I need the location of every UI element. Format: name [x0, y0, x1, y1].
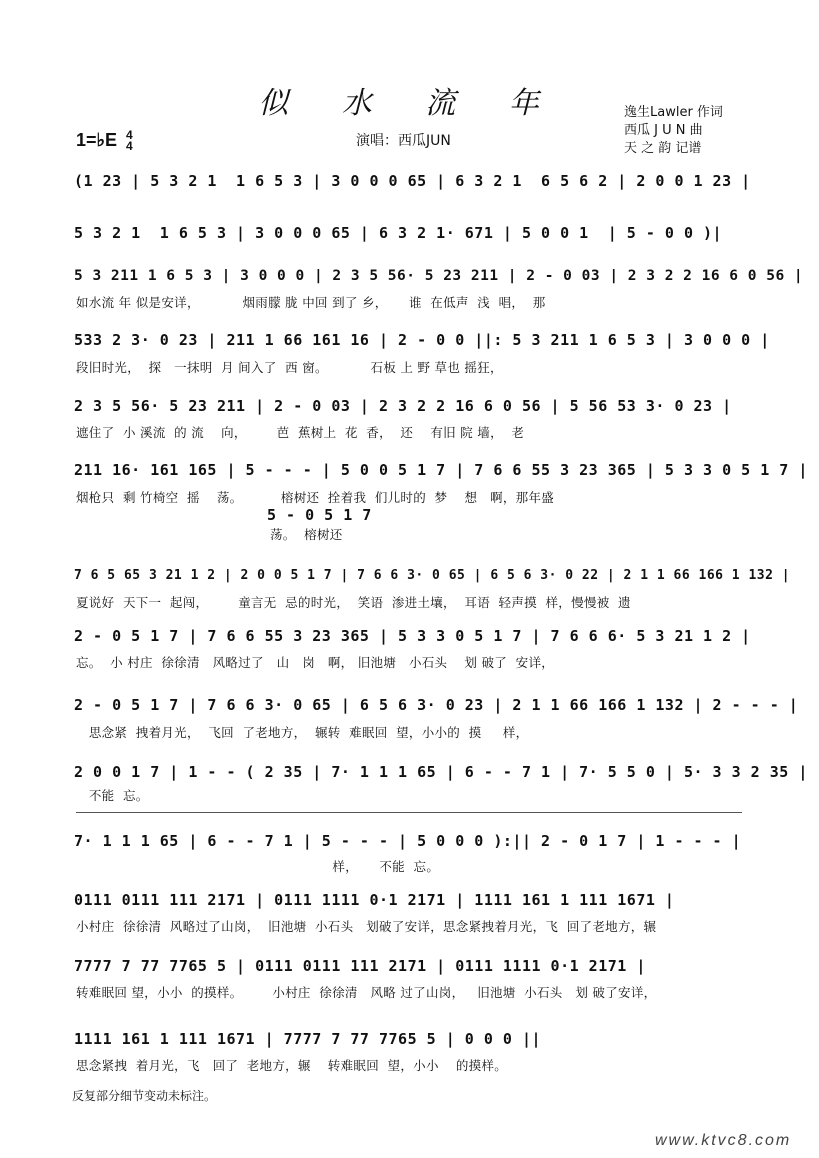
- site-watermark: www.ktvc8.com: [655, 1132, 792, 1149]
- score-line-12-lyric: 小村庄 徐徐清 风略过了山岗， 旧池塘 小石头 划破了安详，思念紧拽着月光，飞 回了老地方，辗: [76, 919, 657, 934]
- score-line-11-lyric: 样， 不能 忘。: [76, 859, 440, 874]
- score-line-7-lyric: 夏说好 天下一 起闯， 童言无 忌的时光， 笑语 渗进土壤， 耳语 轻声摸 样，慢慢被 遗: [76, 595, 631, 610]
- score-line-4-music: 533 2 3· 0 23 | 211 1 66 161 16 | 2 - 0 0 ||: 5 3 211 1 6 5 3 | 3 0 0 0 |: [74, 331, 770, 349]
- score-line-9-music: 2 - 0 5 1 7 | 7 6 6 3· 0 65 | 6 5 6 3· 0 23 | 2 1 1 66 166 1 132 | 2 - - - |: [74, 696, 799, 714]
- song-title: 似 水 流 年: [258, 86, 561, 121]
- score-line-9-lyric: 思念紧 拽着月光， 飞回 了老地方， 辗转 难眠回 望，小小的 摸 样，: [76, 725, 529, 740]
- score-line-3-music: 5 3 211 1 6 5 3 | 3 0 0 0 | 2 3 5 56· 5 23 211 | 2 - 0 03 | 2 3 2 2 16 6 0 56 |: [74, 268, 804, 284]
- score-line-3-lyric: 如水流 年 似是安详， 烟雨朦 胧 中回 到了 乡， 谁 在低声 浅 唱， 那: [76, 295, 546, 310]
- score-line-1-music: (1 23 | 5 3 2 1 1 6 5 3 | 3 0 0 0 65 | 6 3 2 1 6 5 6 2 | 2 0 0 1 23 |: [74, 172, 751, 190]
- score-line-5-lyric: 遮住了 小 溪流 的 流 向， 芭 蕉树上 花 香， 还 有旧 院 墙， 老: [76, 425, 525, 440]
- score-line-12-music: 0111 0111 111 2171 | 0111 1111 0·1 2171 | 1111 161 1 111 1671 |: [74, 891, 675, 909]
- credits-block: [624, 104, 723, 158]
- score-line-7-music: 7 6 5 65 3 21 1 2 | 2 0 0 5 1 7 | 7 6 6 3· 0 65 | 6 5 6 3· 0 22 | 2 1 1 66 166 1 132 |: [74, 568, 791, 583]
- repeat-bracket-line: [76, 812, 742, 813]
- key-signature: [76, 130, 133, 152]
- footnote: 反复部分细节变动未标注。: [72, 1089, 217, 1103]
- score-line-10-music: 2 0 0 1 7 | 1 - - ( 2 35 | 7· 1 1 1 65 | 6 - - 7 1 | 7· 5 5 0 | 5· 3 3 2 35 |: [74, 763, 808, 781]
- lyricist-credit: 逸生Lawler 作词: [624, 105, 723, 120]
- score-line-4-lyric: 段旧时光， 探 一抹明 月 间入了 西 窗。 石板 上 野 草也 摇狂，: [76, 360, 503, 375]
- key-label: 1=♭E: [76, 130, 118, 150]
- score-line-8-music: 2 - 0 5 1 7 | 7 6 6 55 3 23 365 | 5 3 3 0 5 1 7 | 7 6 6 6· 5 3 21 1 2 |: [74, 627, 751, 645]
- score-line-6-music: 211 16· 161 165 | 5 - - - | 5 0 0 5 1 7 | 7 6 6 55 3 23 365 | 5 3 3 0 5 1 7 |: [74, 461, 808, 479]
- score-line-5-music: 2 3 5 56· 5 23 211 | 2 - 0 03 | 2 3 2 2 16 6 0 56 | 5 56 53 3· 0 23 |: [74, 397, 732, 415]
- score-line-13-lyric: 转难眠回 望，小小 的摸样。 小村庄 徐徐清 风略 过了山岗， 旧池塘 小石头 划 破了安详，: [76, 985, 657, 1000]
- score-line-10-lyric: 不能 忘。: [76, 788, 149, 803]
- time-top: 4: [126, 128, 133, 143]
- score-line-14-music: 1111 161 1 111 1671 | 7777 7 77 7765 5 | 0 0 0 ||: [74, 1030, 542, 1048]
- transcriber-credit: 天 之 韵 记谱: [624, 141, 702, 156]
- score-line-6-lyric: 烟枪只 剩 竹椅空 摇 荡。 榕树还 拴着我 们儿时的 梦 想 啊，那年盛: [76, 490, 555, 505]
- time-signature: [126, 130, 133, 152]
- score-line-6b-lyric: 荡。 榕树还: [270, 527, 343, 542]
- score-line-11-music: 7· 1 1 1 65 | 6 - - 7 1 | 5 - - - | 5 0 0 0 ):|| 2 - 0 1 7 | 1 - - - |: [74, 832, 742, 850]
- score-line-8-lyric: 忘。 小 村庄 徐徐清 风略过了 山 岗 啊， 旧池塘 小石头 划 破了 安详，: [76, 655, 555, 670]
- composer-credit: 西瓜 J U N 曲: [624, 123, 703, 138]
- score-line-14-lyric: 思念紧拽 着月光，飞 回了 老地方，辗 转难眠回 望，小小 的摸样。: [76, 1058, 508, 1073]
- score-line-2-music: 5 3 2 1 1 6 5 3 | 3 0 0 0 65 | 6 3 2 1· 671 | 5 0 0 1 | 5 - 0 0 )|: [74, 224, 723, 242]
- time-bottom: 4: [126, 139, 133, 154]
- score-line-6b-music: 5 - 0 5 1 7: [267, 506, 372, 524]
- score-line-13-music: 7777 7 77 7765 5 | 0111 0111 111 2171 | 0111 1111 0·1 2171 |: [74, 957, 646, 975]
- singer-credit: 演唱：西瓜JUN: [356, 133, 451, 149]
